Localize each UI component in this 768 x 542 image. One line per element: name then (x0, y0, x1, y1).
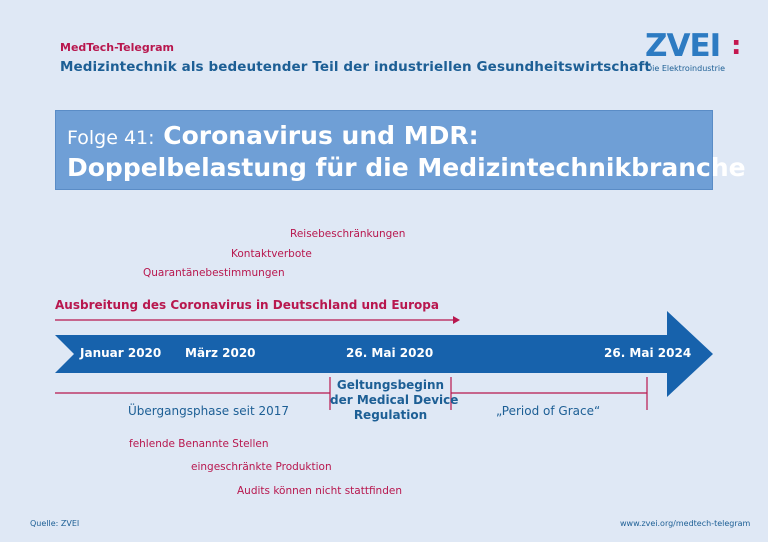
corona-spread-label: Ausbreitung des Coronavirus in Deutschland und Europa (55, 298, 439, 312)
source-note: Quelle: ZVEI (30, 519, 80, 528)
problem-notified-bodies: fehlende Benannte Stellen (129, 438, 269, 450)
date-may-2020: 26. Mai 2020 (346, 346, 434, 360)
logo-tagline: Die Elektroindustrie (646, 64, 726, 73)
mdr-start-label (330, 378, 459, 423)
logo-wordmark: ZVEI (645, 28, 721, 64)
transition-phase-label: Übergangsphase seit 2017 (128, 404, 290, 418)
mdr-start-line-3: Regulation (353, 408, 428, 422)
date-may-2024: 26. Mai 2024 (604, 346, 692, 360)
episode-label: Folge 41: (67, 127, 155, 149)
page-subtitle: Medizintechnik als bedeutender Teil der industriellen Gesundheitswirtschaft (60, 59, 651, 75)
problem-production: eingeschränkte Produktion (191, 461, 332, 473)
measure-contact-ban: Kontaktverbote (231, 248, 312, 260)
logo-colon: : (731, 31, 742, 61)
grace-period-label: „Period of Grace“ (496, 404, 601, 418)
date-january-2020: Januar 2020 (80, 346, 162, 360)
corona-spread-arrowhead (453, 316, 460, 324)
footer-url[interactable]: www.zvei.org/medtech-telegram (620, 519, 751, 528)
date-march-2020: März 2020 (185, 346, 256, 360)
mdr-start-line-1: Geltungsbeginn (336, 378, 445, 392)
banner-title-2: Doppelbelastung für die Medizintechnikbranche (67, 153, 746, 182)
series-title: MedTech-Telegram (60, 41, 175, 54)
problem-audits: Audits können nicht stattfinden (237, 485, 402, 497)
measure-travel-restrictions: Reisebeschränkungen (290, 228, 406, 240)
banner-title-1: Coronavirus und MDR: (163, 121, 479, 150)
mdr-start-line-2: der Medical Device (330, 393, 459, 407)
measure-quarantine: Quarantänebestimmungen (143, 267, 285, 279)
